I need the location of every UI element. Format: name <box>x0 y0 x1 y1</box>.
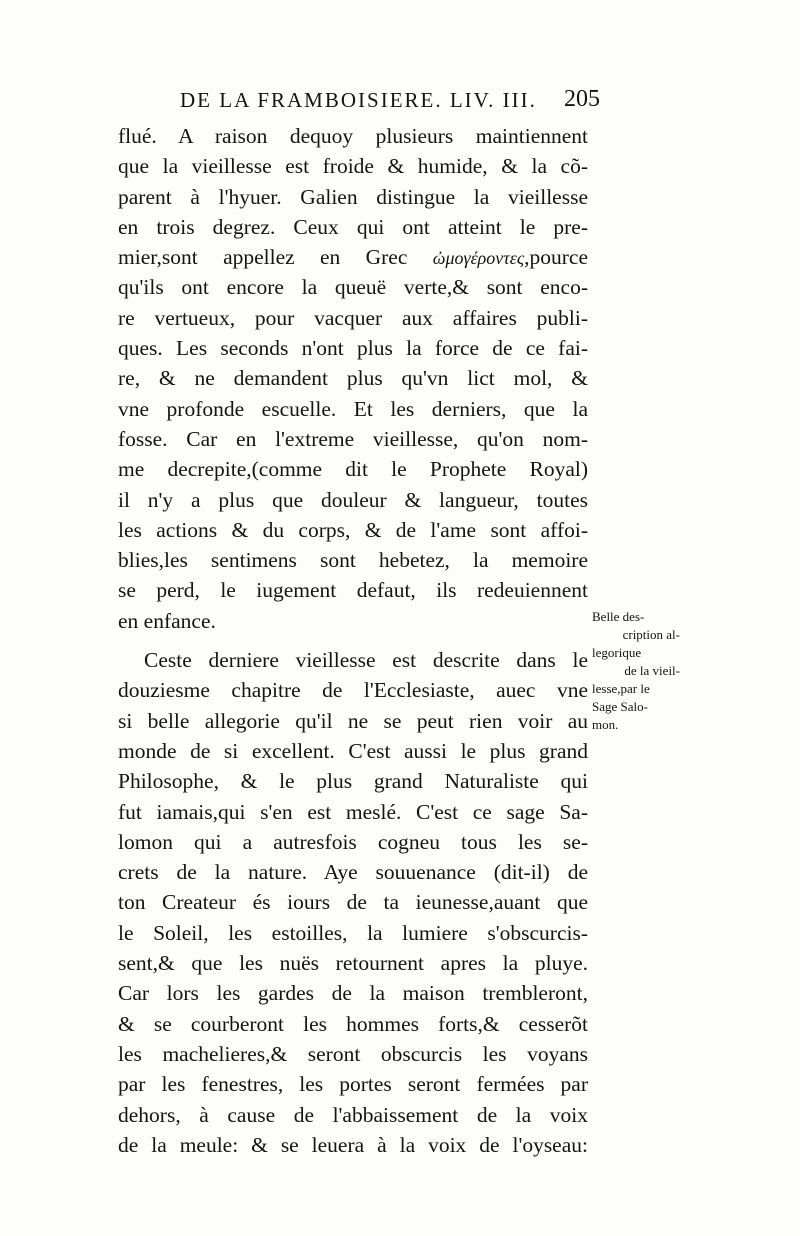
margin-note-line: de la vieil- <box>624 663 680 678</box>
text-line: fut iamais,qui s'en est meslé. C'est ce sage Sa- <box>118 799 588 824</box>
text-line: dehors, à cause de l'abbaissement de la voix <box>118 1102 588 1127</box>
text-line: parent à l'hyuer. Galien distingue la vieillesse <box>118 184 588 209</box>
text-line: les actions & du corps, & de l'ame sont affoi- <box>118 517 588 542</box>
margin-note-line: lesse,par le <box>592 681 650 696</box>
text-segment: mier,sont appellez en Grec <box>118 245 408 270</box>
text-line: re vertueux, pour vacquer aux affaires publi- <box>118 305 588 330</box>
text-line: en trois degrez. Ceux qui ont atteint le pre- <box>118 214 588 239</box>
text-line: Ceste derniere vieillesse est descrite dans le <box>144 648 588 673</box>
text-line: le Soleil, les estoilles, la lumiere s'obscurcis- <box>118 920 588 945</box>
text-line: par les fenestres, les portes seront fermées par <box>118 1072 588 1097</box>
text-line: se perd, le iugement defaut, ils redeuiennent <box>118 578 588 603</box>
text-line: & se courberont les hommes forts,& cesserõt <box>118 1011 588 1036</box>
margin-note-line: Belle des- <box>592 609 645 624</box>
margin-note-line: Sage Salo- <box>592 699 648 714</box>
text-line: les machelieres,& seront obscurcis les voyans <box>118 1041 588 1066</box>
main-text-block <box>118 121 588 1160</box>
margin-note-line: legorique <box>592 645 642 660</box>
running-title: DE LA FRAMBOISIERE. LIV. III. <box>180 88 537 112</box>
text-line: flué. A raison dequoy plusieurs maintiennent <box>118 124 588 148</box>
text-line: qu'ils ont encore la queuë verte,& sont enco- <box>118 275 588 300</box>
margin-note-line: mon. <box>592 717 619 732</box>
text-line: que la vieillesse est froide & humide, & la cõ- <box>118 154 588 179</box>
text-line: lomon qui a autresfois cogneu tous les se- <box>118 829 588 854</box>
text-line-with-greek <box>118 242 588 272</box>
margin-note-line: cription al- <box>622 627 680 642</box>
text-line: Philosophe, & le plus grand Naturaliste qui <box>118 769 588 794</box>
text-line: ques. Les seconds n'ont plus la force de ce fai- <box>118 336 588 361</box>
text-line: monde de si excellent. C'est aussi le plus grand <box>118 738 588 763</box>
text-line: ton Createur és iours de ta ieunesse,auant que <box>118 890 588 915</box>
text-line: vne profonde escuelle. Et les derniers, que la <box>118 396 588 421</box>
text-line: Car lors les gardes de la maison trembleront, <box>118 981 588 1006</box>
text-line: blies,les sentimens sont hebetez, la memoire <box>118 548 588 573</box>
text-line: de la meule: & se leuera à la voix de l'oyseau: <box>118 1132 588 1157</box>
text-line: douziesme chapitre de l'Ecclesiaste, auec vne <box>118 678 588 703</box>
text-line: si belle allegorie qu'il ne se peut rien voir au <box>118 708 588 733</box>
text-line: me decrepite,(comme dit le Prophete Royal) <box>118 457 588 482</box>
margin-note <box>592 608 680 734</box>
running-head <box>170 88 600 118</box>
text-segment: ,pource <box>524 245 589 270</box>
text-line: sent,& que les nuës retournent apres la pluye. <box>118 951 588 976</box>
greek-word: ὠμογέροντες <box>432 248 525 269</box>
text-line: crets de la nature. Aye souuenance (dit-il) de <box>118 860 588 885</box>
text-line: re, & ne demandent plus qu'vn lict mol, & <box>118 366 588 391</box>
page-number: 205 <box>564 86 600 112</box>
text-line: fosse. Car en l'extreme vieillesse, qu'on nom- <box>118 426 588 451</box>
text-line: il n'y a plus que douleur & langueur, toutes <box>118 487 588 512</box>
text-line: en enfance. <box>118 608 216 633</box>
